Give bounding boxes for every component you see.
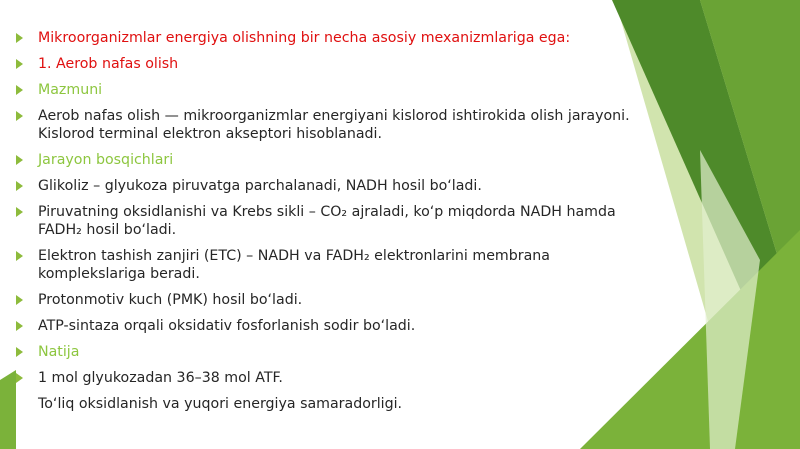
bullet-arrow-icon: [16, 347, 23, 357]
bullet-text-line: ATP-sintaza orqali oksidativ fosforlanish sodir bo‘ladi.: [38, 318, 416, 334]
bullet-text-line: Glikoliz – glyukoza piruvatga parchalanadi, NADH hosil bo‘ladi.: [38, 178, 482, 194]
bullet-text-line: Mazmuni: [38, 82, 103, 98]
bullet-text-line: FADH₂ hosil bo‘ladi.: [38, 222, 177, 238]
bullet-text-line: Jarayon bosqichlari: [38, 152, 174, 168]
bullet-text-line: Elektron tashish zanjiri (ETC) – NADH va FADH₂ elektronlarini membrana: [38, 248, 550, 264]
bullet-arrow-icon: [16, 111, 23, 121]
bullet-arrow-icon: [16, 295, 23, 305]
bullet-text-line: komplekslariga beradi.: [38, 266, 200, 282]
bullet-text-line: Kislorod terminal elektron akseptori hisoblanadi.: [38, 126, 382, 142]
bullet-arrow-icon: [16, 207, 23, 217]
bullet-arrow-icon: [16, 155, 23, 165]
bullet-arrow-icon: [16, 85, 23, 95]
bullet-text-line: To‘liq oksidlanish va yuqori energiya samaradorligi.: [38, 396, 403, 412]
bullet-text-line: Mikroorganizmlar energiya olishning bir necha asosiy mexanizmlariga ega:: [38, 30, 571, 46]
bullet-text-line: 1 mol glyukozadan 36–38 mol ATF.: [38, 370, 283, 386]
bullet-text-line: Piruvatning oksidlanishi va Krebs sikli – CO₂ ajraladi, ko‘p miqdorda NADH hamda: [38, 204, 616, 220]
bullet-arrow-icon: [16, 373, 23, 383]
bullet-arrow-icon: [16, 181, 23, 191]
bullet-text-line: 1. Aerob nafas olish: [38, 56, 179, 72]
bullet-text-line: Protonmotiv kuch (PMK) hosil bo‘ladi.: [38, 292, 303, 308]
bullet-arrow-icon: [16, 33, 23, 43]
bullet-arrow-icon: [16, 59, 23, 69]
bullet-text-line: Natija: [38, 344, 80, 360]
bullet-arrow-icon: [16, 251, 23, 261]
bullet-text-line: Aerob nafas olish — mikroorganizmlar energiyani kislorod ishtirokida olish jarayoni.: [38, 108, 630, 124]
bullet-arrow-icon: [16, 321, 23, 331]
